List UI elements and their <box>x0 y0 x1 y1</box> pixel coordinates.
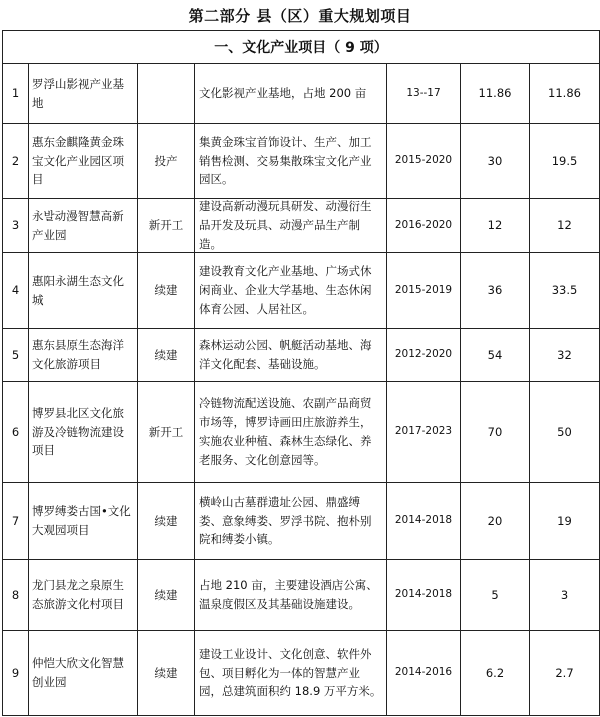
row-index: 3 <box>3 199 29 252</box>
planned-investment: 11.86 <box>548 86 581 101</box>
table-row <box>3 329 599 382</box>
table-row <box>3 560 599 631</box>
project-period: 2012-2020 <box>387 329 461 381</box>
planned-investment: 12 <box>557 218 572 233</box>
planned-investment: 50 <box>557 424 572 439</box>
page-title: 第二部分 县（区）重大规划项目 <box>188 6 412 25</box>
project-description: 建设工业设计、文化创意、软件外包、项目孵化为一体的智慧产业园，总建筑面积约 18.9 万平方米。 <box>195 631 387 715</box>
project-name: 永발动漫智慧高新产业园 <box>29 199 138 252</box>
row-index: 2 <box>3 124 29 198</box>
project-description: 冷链物流配送设施、农副产品商贸市场等，博罗诗画田庄旅游养生，实施农业种植、森林生态绿化、养老服务、文化创意园等。 <box>195 382 387 482</box>
project-name: 博罗缚娄古国•文化大观园项目 <box>29 483 138 559</box>
table-row <box>3 64 599 124</box>
project-status: 续建 <box>138 253 195 328</box>
project-status: 续建 <box>138 483 195 559</box>
total-investment: 30 <box>461 124 530 198</box>
project-period: 2017-2023 <box>387 382 461 482</box>
table-row <box>3 631 599 715</box>
table-row <box>3 199 599 253</box>
project-status: 续建 <box>138 631 195 715</box>
project-period: 13--17 <box>387 64 461 123</box>
project-name: 惠阳永湖生态文化城 <box>29 253 138 328</box>
project-status: 新开工 <box>138 382 195 482</box>
total-investment: 11.86 <box>461 64 530 123</box>
table-row <box>3 253 599 329</box>
project-period: 2016-2020 <box>387 199 461 252</box>
project-status: 新开工 <box>138 199 195 252</box>
total-investment: 6.2 <box>461 631 530 715</box>
project-period: 2014-2018 <box>387 560 461 630</box>
project-period: 2014-2018 <box>387 483 461 559</box>
project-description: 建设高新动漫玩具研发、动漫衍生品开发及玩具、动漫产品生产制造。 <box>195 199 387 252</box>
total-investment: 36 <box>461 253 530 328</box>
project-description: 占地 210 亩，主要建设酒店公寓、温泉度假区及其基础设施建设。 <box>195 560 387 630</box>
project-status: 投产 <box>138 124 195 198</box>
project-status <box>138 64 195 123</box>
table-row <box>3 483 599 560</box>
project-description: 文化影视产业基地，占地 200 亩 <box>195 64 387 123</box>
project-description: 建设教育文化产业基地、广场式休闲商业、企业大学基地、生态休闲体育公园、人居社区。 <box>195 253 387 328</box>
table-row <box>3 124 599 199</box>
planned-investment: 19 <box>557 513 572 528</box>
planned-investment: 3 <box>560 587 569 602</box>
planned-investment: 2.7 <box>555 665 574 680</box>
row-index: 4 <box>3 253 29 328</box>
planned-investment: 19.5 <box>551 153 578 168</box>
total-investment: 54 <box>461 329 530 381</box>
project-name: 仲恺大欣文化智慧创业园 <box>29 631 138 715</box>
planned-investment: 32 <box>557 347 572 362</box>
projects-table <box>2 30 600 716</box>
project-status: 续建 <box>138 560 195 630</box>
total-investment: 70 <box>461 382 530 482</box>
project-name: 惠东县原生态海洋文化旅游项目 <box>29 329 138 381</box>
project-period: 2015-2019 <box>387 253 461 328</box>
project-description: 森林运动公园、帆艇活动基地、海洋文化配套、基础设施。 <box>195 329 387 381</box>
project-name: 罗浮山影视产业基地 <box>29 64 138 123</box>
project-status: 续建 <box>138 329 195 381</box>
planned-investment: 33.5 <box>551 283 578 298</box>
project-period: 2014-2016 <box>387 631 461 715</box>
table-row <box>3 382 599 483</box>
row-index: 9 <box>3 631 29 715</box>
row-index: 6 <box>3 382 29 482</box>
total-investment: 20 <box>461 483 530 559</box>
row-index: 1 <box>3 64 29 123</box>
project-name: 龙门县龙之泉原生态旅游文化村项目 <box>29 560 138 630</box>
section-title: 一、文化产业项目（ 9 项） <box>3 30 599 64</box>
row-index: 8 <box>3 560 29 630</box>
project-name: 惠东金麒隆黄金珠宝文化产业园区项目 <box>29 124 138 198</box>
project-period: 2015-2020 <box>387 124 461 198</box>
project-description: 横岭山古墓群遗址公园、鼎盛缚娄、意象缚娄、罗浮书院、抱朴别院和缚娄小镇。 <box>195 483 387 559</box>
total-investment: 12 <box>461 199 530 252</box>
project-name: 博罗县北区文化旅游及冷链物流建设项目 <box>29 382 138 482</box>
total-investment: 5 <box>461 560 530 630</box>
row-index: 7 <box>3 483 29 559</box>
project-description: 集黄金珠宝首饰设计、生产、加工销售检测、交易集散珠宝文化产业园区。 <box>195 124 387 198</box>
row-index: 5 <box>3 329 29 381</box>
